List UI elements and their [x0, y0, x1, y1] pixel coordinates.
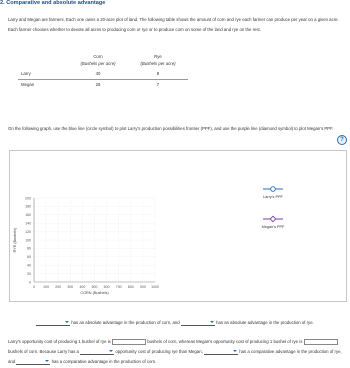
x-tick-label: 500 [91, 285, 98, 289]
absolute-corn-dropdown[interactable] [36, 320, 70, 326]
row-corn: 40 [95, 70, 101, 76]
higher-lower-dropdown[interactable] [80, 349, 114, 355]
ppf-chart-svg[interactable] [10, 151, 348, 303]
col-corn-unit: (Bushels per acre) [80, 61, 116, 66]
q2-text-6: advantage in the production of rye, and [8, 349, 342, 364]
x-tick-label: 0 [33, 285, 35, 289]
q1-text-2: has an absolute advantage in the production of rye. [216, 320, 314, 325]
legend-diamond-marker [270, 216, 276, 222]
x-tick-label: 600 [103, 285, 110, 289]
comparative-corn-dropdown[interactable] [16, 359, 50, 365]
y-tick-label: 160 [25, 213, 31, 218]
megan-opportunity-cost-input[interactable] [304, 339, 338, 345]
absolute-rye-dropdown[interactable] [181, 320, 215, 326]
production-table [18, 54, 188, 90]
row-corn: 28 [95, 82, 101, 88]
y-axis-label: RYE (Bushels) [13, 227, 17, 253]
page-title: 2. Comparative and absolute advantage [0, 0, 106, 6]
legend-label: Megan's PPF [261, 225, 285, 229]
q2-text-1: Larry's opportunity cost of producing 1 bushel of rye is [8, 339, 111, 344]
q2-text-3: bushels of corn. Because Larry has a [8, 349, 79, 354]
table-row [18, 79, 188, 90]
x-tick-label: 1000 [151, 285, 159, 289]
y-tick-label: 80 [27, 246, 31, 251]
y-tick-label: 40 [27, 263, 31, 268]
row-rye: 7 [156, 82, 160, 88]
row-name: Megan [21, 82, 35, 88]
y-tick-label: 180 [25, 204, 31, 209]
col-rye-header: Rye [154, 54, 162, 59]
x-axis-label: CORN (Bushels) [80, 291, 109, 295]
y-tick-label: 200 [25, 196, 31, 201]
larry-opportunity-cost-input[interactable] [112, 339, 146, 345]
row-name: Larry [21, 70, 31, 76]
x-tick-label: 800 [127, 285, 134, 289]
q2-text-4: opportunity cost of producing rye than Megan, [115, 349, 203, 354]
x-tick-label: 100 [43, 285, 50, 289]
x-tick-label: 300 [67, 285, 74, 289]
intro-paragraph: Larry and Megan are farmers. Each one owns a 20-acre plot of land. The following table shows the amount of corn and rye each farmer can produce per year on a given acre. Each farmer chooses whether to devote all acres to producing corn or rye or to produce corn on some of the land and rye on the rest. [8, 17, 339, 32]
q2-text-5: has a comparative [239, 349, 275, 354]
q2-text-2: bushels of corn, whereas Megan's opportunity cost of producing 1 bushel of rye is [147, 339, 303, 344]
x-tick-label: 700 [115, 285, 122, 289]
col-corn-header: Corn [93, 54, 103, 59]
help-button[interactable]: ? [337, 135, 347, 145]
y-tick-label: 140 [25, 221, 31, 226]
legend-label: Larry's PPF [263, 195, 283, 199]
x-tick-label: 400 [79, 285, 86, 289]
row-rye: 8 [156, 70, 160, 76]
col-rye-unit: (Bushels per acre) [140, 61, 176, 66]
y-tick-label: 20 [27, 271, 31, 276]
q1-text-1: has an absolute advantage in the production of corn, and [71, 320, 180, 325]
x-tick-label: 200 [55, 285, 62, 289]
y-tick-label: 120 [25, 229, 31, 234]
question-absolute-advantage [8, 318, 348, 328]
comparative-rye-dropdown[interactable] [204, 349, 238, 355]
question-comparative-advantage [8, 337, 348, 367]
x-tick-label: 900 [139, 285, 146, 289]
table-row [18, 68, 188, 79]
ppf-graph[interactable] [9, 150, 347, 302]
legend-circle-marker [271, 187, 276, 192]
y-tick-label: 100 [25, 238, 31, 243]
q2-text-7: has a comparative advantage in the production of corn. [51, 359, 157, 364]
y-tick-label: 60 [27, 255, 31, 260]
y-tick-label: 0 [29, 280, 31, 285]
graph-instructions: On the following graph, use the blue line (circle symbol) to plot Larry's production possibilities frontier (PPF), and use the purple line (diamond symbol) to plot Megan's PPF. [8, 126, 334, 131]
